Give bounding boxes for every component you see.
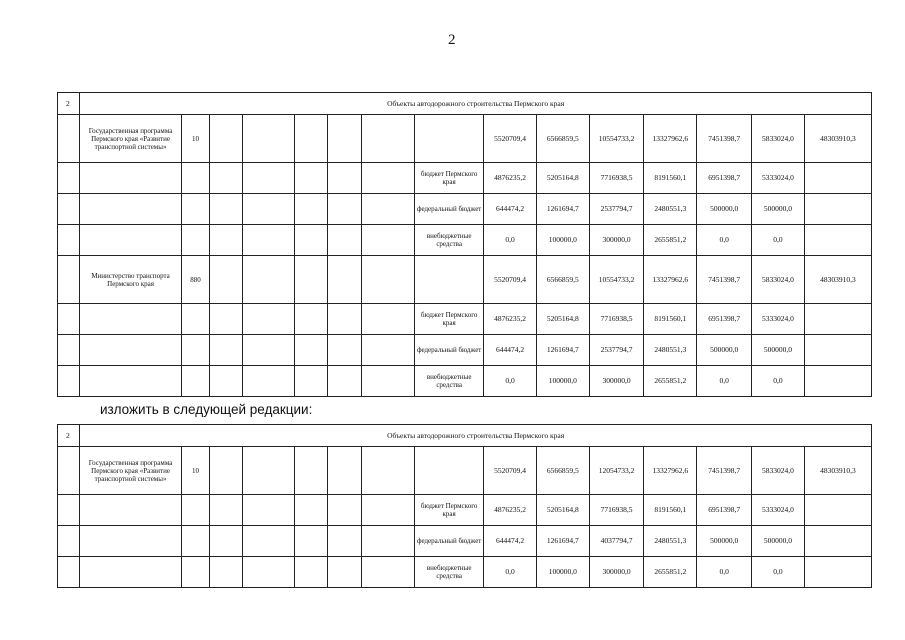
value-cell <box>804 225 871 256</box>
empty-cell <box>210 115 242 163</box>
value-cell: 100000,0 <box>536 225 589 256</box>
empty-cell <box>295 557 327 588</box>
funding-source: бюджет Пермского края <box>415 495 484 526</box>
value-cell: 300000,0 <box>589 366 644 397</box>
empty-cell <box>362 557 415 588</box>
empty-cell <box>327 304 362 335</box>
empty-cell <box>362 225 415 256</box>
empty-cell <box>327 495 362 526</box>
value-cell: 5333024,0 <box>752 163 805 194</box>
empty-cell <box>58 225 80 256</box>
empty-cell <box>58 115 80 163</box>
value-cell: 500000,0 <box>697 194 752 225</box>
table-row <box>58 335 872 366</box>
empty-cell <box>80 526 181 557</box>
value-cell: 7451398,7 <box>697 115 752 163</box>
empty-cell <box>210 225 242 256</box>
value-cell: 500000,0 <box>697 526 752 557</box>
value-cell <box>804 495 871 526</box>
value-cell: 0,0 <box>697 366 752 397</box>
empty-cell <box>80 335 181 366</box>
empty-cell <box>80 366 181 397</box>
funding-table-old <box>57 92 872 397</box>
table-row <box>58 225 872 256</box>
empty-cell <box>58 304 80 335</box>
empty-cell <box>242 256 295 304</box>
empty-cell <box>181 225 209 256</box>
value-cell: 4876235,2 <box>484 304 537 335</box>
value-cell: 7716938,5 <box>589 163 644 194</box>
empty-cell <box>327 163 362 194</box>
empty-cell <box>242 335 295 366</box>
empty-cell <box>58 495 80 526</box>
program-code: 10 <box>181 115 209 163</box>
empty-cell <box>181 526 209 557</box>
empty-cell <box>210 304 242 335</box>
value-cell: 0,0 <box>484 557 537 588</box>
value-cell: 0,0 <box>752 366 805 397</box>
value-cell: 8191560,1 <box>644 163 697 194</box>
value-cell: 4037794,7 <box>589 526 644 557</box>
empty-cell <box>362 256 415 304</box>
funding-source: внебюджетные средства <box>415 225 484 256</box>
value-cell: 5520709,4 <box>484 447 537 495</box>
value-cell: 0,0 <box>752 557 805 588</box>
empty-cell <box>362 304 415 335</box>
value-cell: 0,0 <box>484 366 537 397</box>
value-cell: 644474,2 <box>484 194 537 225</box>
empty-cell <box>362 495 415 526</box>
empty-cell <box>210 335 242 366</box>
value-cell <box>804 304 871 335</box>
empty-cell <box>327 526 362 557</box>
empty-cell <box>362 526 415 557</box>
value-cell: 0,0 <box>697 557 752 588</box>
value-cell: 12054733,2 <box>589 447 644 495</box>
program-code: 10 <box>181 447 209 495</box>
empty-cell <box>210 194 242 225</box>
empty-cell <box>210 526 242 557</box>
empty-cell <box>58 447 80 495</box>
value-cell: 500000,0 <box>752 194 805 225</box>
table-row <box>58 557 872 588</box>
value-cell: 7716938,5 <box>589 495 644 526</box>
program-name: Государственная программа Пермского края «Развитие транспортной системы» <box>80 447 181 495</box>
empty-cell <box>80 225 181 256</box>
value-cell: 6951398,7 <box>697 163 752 194</box>
funding-source: федеральный бюджет <box>415 335 484 366</box>
empty-cell <box>58 335 80 366</box>
table-row <box>58 526 872 557</box>
funding-source <box>415 447 484 495</box>
value-cell: 6566859,5 <box>536 256 589 304</box>
funding-source <box>415 256 484 304</box>
page-number: 2 <box>448 32 456 48</box>
empty-cell <box>58 163 80 194</box>
empty-cell <box>327 335 362 366</box>
empty-cell <box>242 304 295 335</box>
funding-table-new <box>57 424 872 588</box>
empty-cell <box>242 526 295 557</box>
value-cell: 300000,0 <box>589 225 644 256</box>
funding-source <box>415 115 484 163</box>
empty-cell <box>295 163 327 194</box>
empty-cell <box>242 447 295 495</box>
value-cell: 6566859,5 <box>536 115 589 163</box>
empty-cell <box>242 225 295 256</box>
value-cell <box>804 557 871 588</box>
empty-cell <box>181 194 209 225</box>
empty-cell <box>210 495 242 526</box>
empty-cell <box>295 194 327 225</box>
empty-cell <box>80 194 181 225</box>
table-row <box>58 495 872 526</box>
empty-cell <box>295 526 327 557</box>
funding-source: федеральный бюджет <box>415 526 484 557</box>
program-name: Государственная программа Пермского края «Развитие транспортной системы» <box>80 115 181 163</box>
empty-cell <box>58 256 80 304</box>
empty-cell <box>242 115 295 163</box>
section-title: Объекты автодорожного строительства Пермского края <box>80 425 872 447</box>
value-cell <box>804 194 871 225</box>
value-cell: 5833024,0 <box>752 447 805 495</box>
empty-cell <box>327 256 362 304</box>
empty-cell <box>327 225 362 256</box>
table-row <box>58 447 872 495</box>
funding-source: бюджет Пермского края <box>415 163 484 194</box>
value-cell: 500000,0 <box>697 335 752 366</box>
empty-cell <box>210 447 242 495</box>
value-cell: 500000,0 <box>752 335 805 366</box>
empty-cell <box>210 163 242 194</box>
value-cell: 6951398,7 <box>697 495 752 526</box>
value-cell: 10554733,2 <box>589 256 644 304</box>
value-cell: 5520709,4 <box>484 115 537 163</box>
table-row <box>58 194 872 225</box>
value-cell: 1261694,7 <box>536 194 589 225</box>
table-row <box>58 366 872 397</box>
funding-source: федеральный бюджет <box>415 194 484 225</box>
empty-cell <box>362 335 415 366</box>
value-cell: 48303910,3 <box>804 115 871 163</box>
empty-cell <box>58 194 80 225</box>
value-cell: 1261694,7 <box>536 335 589 366</box>
table-row <box>58 115 872 163</box>
empty-cell <box>295 225 327 256</box>
empty-cell <box>181 557 209 588</box>
value-cell: 6566859,5 <box>536 447 589 495</box>
value-cell: 5833024,0 <box>752 115 805 163</box>
value-cell: 644474,2 <box>484 335 537 366</box>
empty-cell <box>242 557 295 588</box>
row-index: 2 <box>58 425 80 447</box>
empty-cell <box>181 163 209 194</box>
value-cell: 8191560,1 <box>644 495 697 526</box>
empty-cell <box>181 304 209 335</box>
program-code: 880 <box>181 256 209 304</box>
empty-cell <box>80 304 181 335</box>
empty-cell <box>295 304 327 335</box>
section-title: Объекты автодорожного строительства Пермского края <box>80 93 872 115</box>
funding-source: бюджет Пермского края <box>415 304 484 335</box>
value-cell: 4876235,2 <box>484 163 537 194</box>
empty-cell <box>327 447 362 495</box>
value-cell: 2655851,2 <box>644 366 697 397</box>
value-cell: 0,0 <box>484 225 537 256</box>
value-cell: 2655851,2 <box>644 225 697 256</box>
value-cell: 5333024,0 <box>752 495 805 526</box>
value-cell: 2480551,3 <box>644 526 697 557</box>
table-row <box>58 304 872 335</box>
empty-cell <box>327 115 362 163</box>
empty-cell <box>362 366 415 397</box>
empty-cell <box>58 557 80 588</box>
value-cell: 7451398,7 <box>697 447 752 495</box>
value-cell: 7716938,5 <box>589 304 644 335</box>
value-cell: 10554733,2 <box>589 115 644 163</box>
value-cell: 2480551,3 <box>644 335 697 366</box>
value-cell: 100000,0 <box>536 557 589 588</box>
funding-source: внебюджетные средства <box>415 366 484 397</box>
value-cell <box>804 526 871 557</box>
value-cell: 8191560,1 <box>644 304 697 335</box>
value-cell <box>804 163 871 194</box>
value-cell: 7451398,7 <box>697 256 752 304</box>
empty-cell <box>181 366 209 397</box>
empty-cell <box>80 163 181 194</box>
funding-source: внебюджетные средства <box>415 557 484 588</box>
value-cell: 2537794,7 <box>589 194 644 225</box>
empty-cell <box>295 256 327 304</box>
empty-cell <box>295 366 327 397</box>
value-cell: 48303910,3 <box>804 256 871 304</box>
value-cell: 13327962,6 <box>644 115 697 163</box>
empty-cell <box>210 256 242 304</box>
empty-cell <box>295 115 327 163</box>
value-cell: 5205164,8 <box>536 495 589 526</box>
empty-cell <box>362 447 415 495</box>
empty-cell <box>242 194 295 225</box>
empty-cell <box>362 163 415 194</box>
empty-cell <box>327 366 362 397</box>
empty-cell <box>242 366 295 397</box>
value-cell: 500000,0 <box>752 526 805 557</box>
empty-cell <box>242 495 295 526</box>
value-cell: 644474,2 <box>484 526 537 557</box>
value-cell: 5333024,0 <box>752 304 805 335</box>
empty-cell <box>362 194 415 225</box>
value-cell: 4876235,2 <box>484 495 537 526</box>
program-name: Министерство транспорта Пермского края <box>80 256 181 304</box>
value-cell: 6951398,7 <box>697 304 752 335</box>
value-cell <box>804 335 871 366</box>
value-cell: 13327962,6 <box>644 256 697 304</box>
value-cell: 48303910,3 <box>804 447 871 495</box>
value-cell: 2537794,7 <box>589 335 644 366</box>
empty-cell <box>181 495 209 526</box>
value-cell: 2480551,3 <box>644 194 697 225</box>
empty-cell <box>295 495 327 526</box>
empty-cell <box>58 526 80 557</box>
value-cell: 5205164,8 <box>536 304 589 335</box>
empty-cell <box>210 366 242 397</box>
empty-cell <box>295 335 327 366</box>
amendment-caption: изложить в следующей редакции: <box>100 402 313 417</box>
value-cell: 2655851,2 <box>644 557 697 588</box>
value-cell <box>804 366 871 397</box>
empty-cell <box>242 163 295 194</box>
value-cell: 300000,0 <box>589 557 644 588</box>
empty-cell <box>80 557 181 588</box>
empty-cell <box>295 447 327 495</box>
empty-cell <box>58 366 80 397</box>
table-row <box>58 163 872 194</box>
empty-cell <box>181 335 209 366</box>
value-cell: 1261694,7 <box>536 526 589 557</box>
empty-cell <box>210 557 242 588</box>
row-index: 2 <box>58 93 80 115</box>
value-cell: 5520709,4 <box>484 256 537 304</box>
empty-cell <box>327 194 362 225</box>
table-row <box>58 256 872 304</box>
empty-cell <box>80 495 181 526</box>
value-cell: 13327962,6 <box>644 447 697 495</box>
value-cell: 0,0 <box>697 225 752 256</box>
value-cell: 5833024,0 <box>752 256 805 304</box>
value-cell: 5205164,8 <box>536 163 589 194</box>
value-cell: 0,0 <box>752 225 805 256</box>
empty-cell <box>327 557 362 588</box>
empty-cell <box>362 115 415 163</box>
value-cell: 100000,0 <box>536 366 589 397</box>
